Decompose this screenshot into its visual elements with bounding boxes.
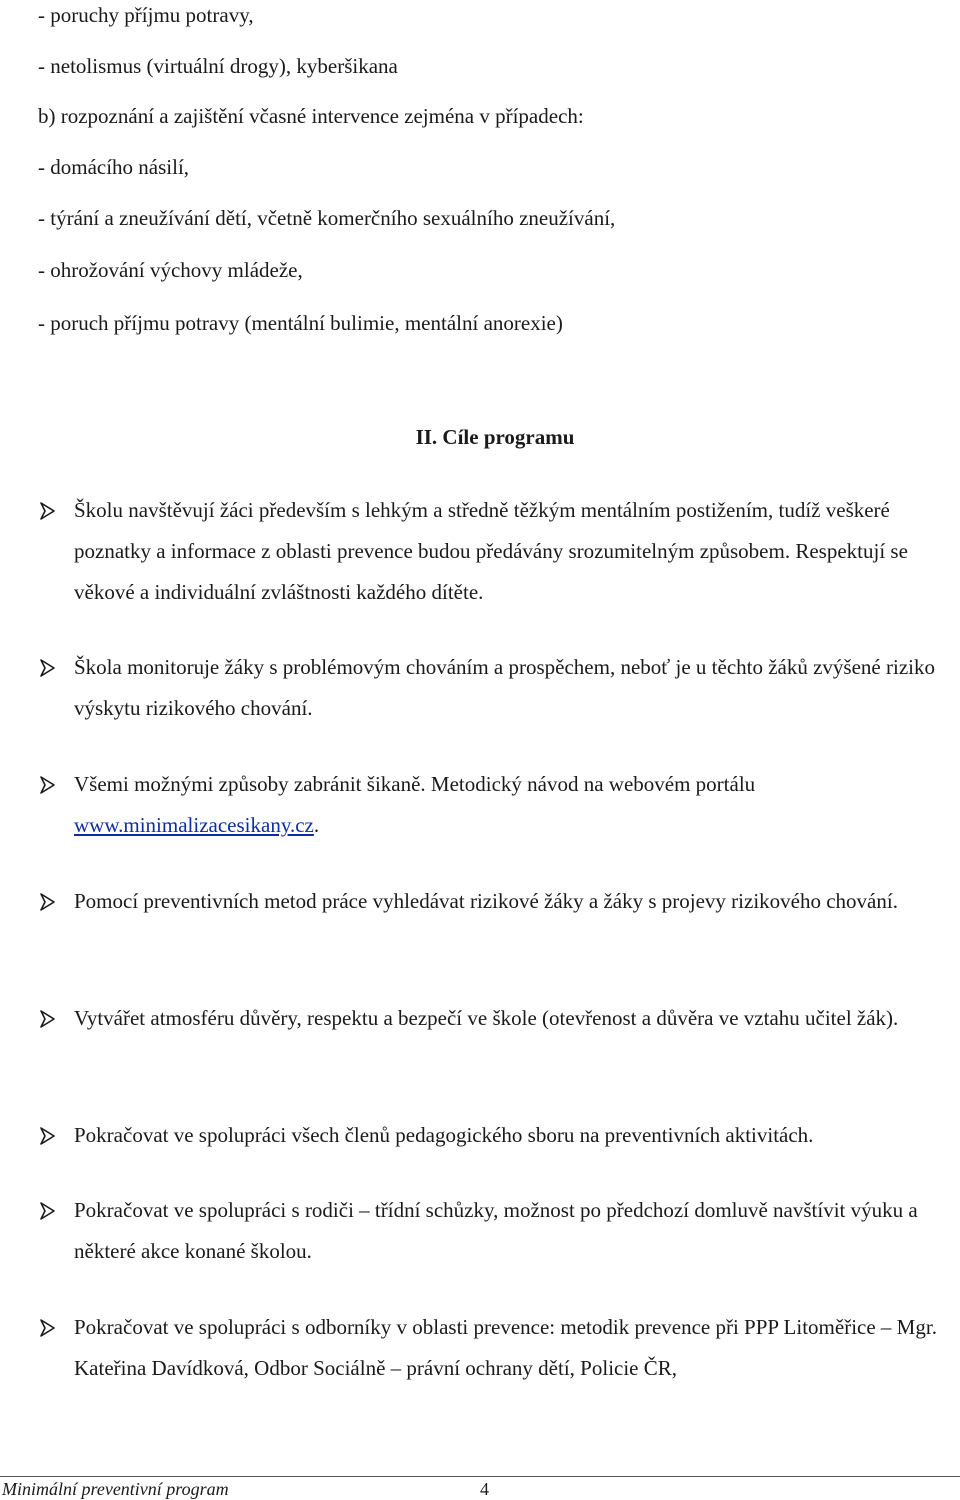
intro-line: - poruchy příjmu potravy, (38, 3, 254, 27)
bullet-text-after-link: . (313, 813, 320, 837)
bullet-text-before-link: Všemi možnými způsoby zabránit šikaně. Metodický návod na webovém portálu (74, 772, 756, 796)
intro-line: - poruch příjmu potravy (mentální bulimie, mentální anorexie) (38, 311, 563, 335)
portal-link[interactable]: www.minimalizacesikany.cz (74, 813, 314, 837)
arrow-bullet-icon (38, 775, 58, 795)
bullet-item-text: Pokračovat ve spolupráci všech členů pedagogického sboru na preventivních aktivitách. (74, 1123, 814, 1147)
bullet-item-text: Vytvářet atmosféru důvěry, respektu a bezpečí ve škole (otevřenost a důvěra ve vztahu učitel žák). (74, 1006, 899, 1030)
bullet-item-text: Pomocí preventivních metod práce vyhledávat rizikové žáky a žáky s projevy rizikového chování. (74, 889, 898, 913)
intro-line: - týrání a zneužívání dětí, včetně komerčního sexuálního zneužívání, (38, 206, 616, 230)
arrow-bullet-icon (38, 1201, 58, 1221)
bullet-item-text: Škola monitoruje žáky s problémovým chováním a prospěchem, neboť je u těchto žáků zvýšené riziko výskytu rizikového chování. (74, 655, 935, 720)
intro-line: - ohrožování výchovy mládeže, (38, 258, 303, 282)
arrow-bullet-icon (38, 1126, 58, 1146)
page-number: 4 (480, 1479, 489, 1499)
arrow-bullet-icon (38, 1318, 58, 1338)
bullet-item-text: Školu navštěvují žáci především s lehkým a středně těžkým mentálním postižením, tudíž veškeré poznatky a informace z oblasti prevence budou předávány srozumitelným způsobem. Respektují se věkové a individuální zvláštnosti každého dítěte. (74, 498, 908, 604)
arrow-bullet-icon (38, 1009, 58, 1029)
page-footer (0, 1476, 960, 1499)
section-heading (0, 425, 960, 450)
bullet-item-text (74, 764, 874, 846)
section-title: II. Cíle programu (415, 425, 575, 449)
intro-line: - netolismus (virtuální drogy), kyberšikana (38, 54, 398, 78)
intro-line: - domácího násilí, (38, 155, 190, 179)
arrow-bullet-icon (38, 658, 58, 678)
bullet-item-text: Pokračovat ve spolupráci s rodiči – třídní schůzky, možnost po předchozí domluvě navštívit výuku a některé akce konané školou. (74, 1198, 918, 1263)
bullet-item-text: Pokračovat ve spolupráci s odborníky v oblasti prevence: metodik prevence při PPP Litoměřice – Mgr. Kateřina Davídková, Odbor Sociálně – právní ochrany dětí, Policie ČR, (74, 1315, 937, 1380)
intro-line: b) rozpoznání a zajištění včasné intervence zejména v případech: (38, 104, 584, 128)
arrow-bullet-icon (38, 501, 58, 521)
arrow-bullet-icon (38, 892, 58, 912)
footer-title: Minimální preventivní program (2, 1479, 229, 1499)
